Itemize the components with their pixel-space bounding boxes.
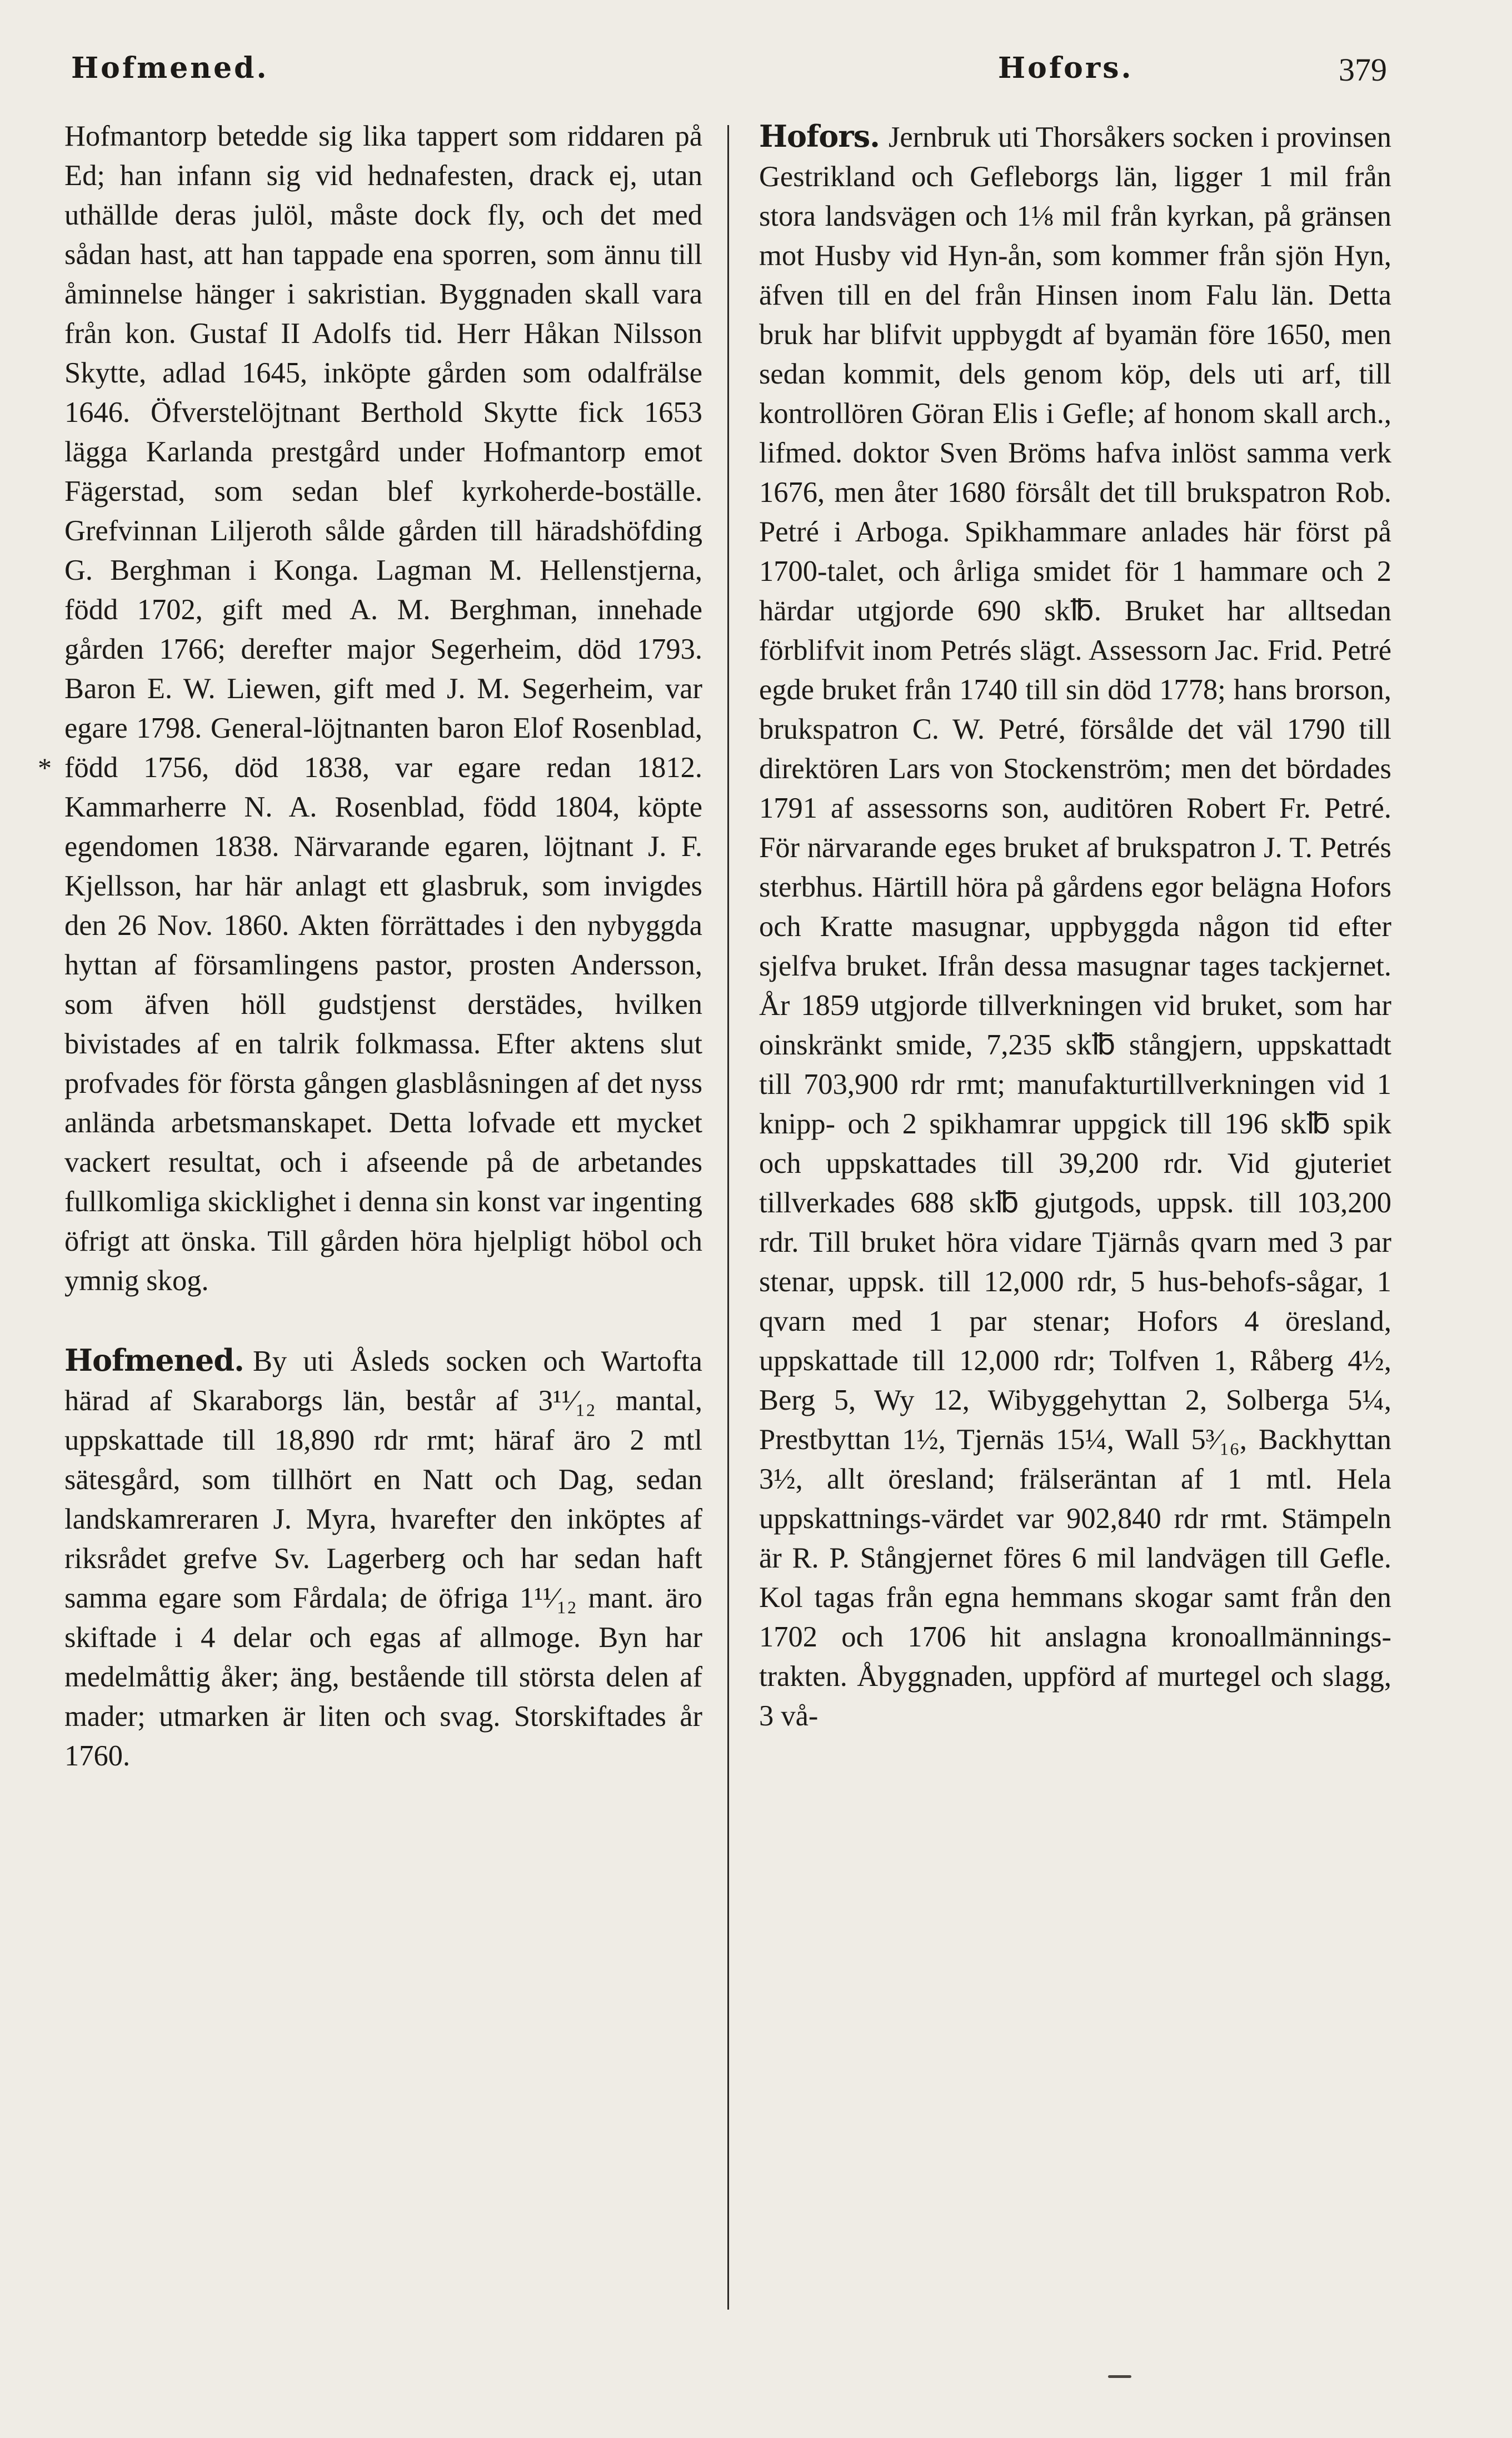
print-mark [1108, 2375, 1131, 2378]
page-header [64, 51, 1387, 90]
entry-hofors [759, 117, 1391, 1736]
entry-head-hofmened: Hofmened. [64, 1342, 244, 1378]
entry-body-hofmened: By uti Åsleds socken och Wartofta härad af Skaraborgs län, består af 3¹¹⁄₁₂ mantal, uppskattade till 18,890 rdr rmt; häraf äro 2 mtl sätesgård, som tillhört en Natt och Dag, sedan landskamreraren J. Myra, hvarefter den inköptes af riksrådet grefve Sv. Lagerberg och har sedan haft samma egare som Fårdala; de öfriga 1¹¹⁄₁₂ mant. äro skiftade i 4 delar och egas af allmoge. Byn har medelmåttig åker; äng, bestående till största delen af mader; utmarken är liten och svag. Storskiftades år 1760. [64, 1345, 702, 1772]
column-divider [727, 125, 729, 2310]
right-column [759, 117, 1391, 1736]
page-number: 379 [1339, 52, 1387, 88]
entry-hofmened [64, 1341, 702, 1776]
left-column [64, 117, 702, 1776]
paragraph-hofmantorp: Hofmantorp betedde sig lika tappert som riddaren på Ed; han infann sig vid hednafesten, drack ej, utan uthällde deras julöl, måste dock fly, och det med sådan hast, att han tappade ena sporren, som ännu till åminnelse hänger i sakristian. Byggnaden skall vara från kon. Gustaf II Adolfs tid. Herr Håkan Nilsson Skytte, adlad 1645, inköpte gården som odalfrälse 1646. Öfverstelöjtnant Berthold Skytte fick 1653 lägga Karlanda prestgård under Hofmantorp emot Fägerstad, som sedan blef kyrkoherde-boställe. Grefvinnan Liljeroth sålde gården till häradshöfding G. Berghman i Konga. Lagman M. Hellenstjerna, född 1702, gift med A. M. Berghman, innehade gården 1766; derefter major Segerheim, död 1793. Baron E. W. Liewen, gift med J. M. Segerheim, var egare 1798. General-löjtnanten baron Elof Rosenblad, född 1756, död 1838, var egare redan 1812. Kammarherre N. A. Rosenblad, född 1804, köpte egendomen 1838. Närvarande egaren, löjtnant J. F. Kjellsson, har här anlagt ett glasbruk, som invigdes den 26 Nov. 1860. Akten förrättades i den nybyggda hyttan af församlingens pastor, prosten Andersson, som äfven höll gudstjenst derstädes, hvilken bivistades af en talrik folkmassa. Efter aktens slut profvades för första gången glasblåsningen af det nyss anlända arbetsmanskapet. Detta lofvade ett mycket vackert resultat, och i afseende på de arbetandes fullkomliga skicklighet i denna sin konst var ingenting öfrigt att önska. Till gården höra hjelpligt höbol och ymnig skog. [64, 120, 702, 1297]
entry-body-hofors: Jernbruk uti Thorsåkers socken i provinsen Gestrikland och Gefleborgs län, ligger 1 mil från stora landsvägen och 1⅛ mil från kyrkan, på gränsen mot Husby vid Hyn-ån, som kommer från sjön Hyn, äfven till en del från Hinsen inom Falu län. Detta bruk har blifvit uppbygdt af byamän före 1650, men sedan kommit, dels genom köp, dels uti arf, till kontrollören Göran Elis i Gefle; af honom skall arch., lifmed. doktor Sven Bröms hafva inlöst samma verk 1676, men åter 1680 försålt det till brukspatron Rob. Petré i Arboga. Spikhammare anlades här först på 1700-talet, och årliga smidet för 1 hammare och 2 härdar utgjorde 690 sk℔. Bruket har alltsedan förblifvit inom Petrés slägt. Assessorn Jac. Frid. Petré egde bruket från 1740 till sin död 1778; hans brorson, brukspatron C. W. Petré, försålde det väl 1790 till direktören Lars von Stockenström; men det bördades 1791 af assessorns son, auditören Robert Fr. Petré. För närvarande eges bruket af brukspatron J. T. Petrés sterbhus. Härtill höra på gårdens egor belägna Hofors och Kratte masugnar, uppbyggda någon tid efter sjelfva bruket. Ifrån dessa masugnar tages tackjernet. År 1859 utgjorde tillverkningen vid bruket, som har oinskränkt smide, 7,235 sk℔ stångjern, uppskattadt till 703,900 rdr rmt; manufakturtillverkningen vid 1 knipp- och 2 spikhamrar uppgick till 196 sk℔ spik och uppskattades till 39,200 rdr. Vid gjuteriet tillverkades 688 sk℔ gjutgods, uppsk. till 103,200 rdr. Till bruket höra vidare Tjärnås qvarn med 3 par stenar, uppsk. till 12,000 rdr, 5 hus-behofs-sågar, 1 qvarn med 1 par stenar; Hofors 4 öresland, uppskattade till 12,000 rdr; Tolfven 1, Råberg 4½, Berg 5, Wy 12, Wibyggehyttan 2, Solberga 5¼, Prestbyttan 1½, Tjernäs 15¼, Wall 5³⁄₁₆, Backhyttan 3½, allt öresland; frälseräntan af 1 mtl. Hela uppskattnings-värdet var 902,840 rdr rmt. Stämpeln är R. P. Stångjernet föres 6 mil landvägen till Gefle. Kol tagas från egna hemmans skogar samt från den 1702 och 1706 hit anslagna kronoallmännings-trakten. Åbyggnaden, uppförd af murtegel och slagg, 3 vå- [759, 121, 1391, 1732]
entry-head-hofors: Hofors. [759, 118, 880, 154]
running-head-right: Hofors. [998, 51, 1134, 85]
running-head-left: Hofmened. [71, 51, 269, 85]
margin-asterisk: * [38, 752, 52, 783]
